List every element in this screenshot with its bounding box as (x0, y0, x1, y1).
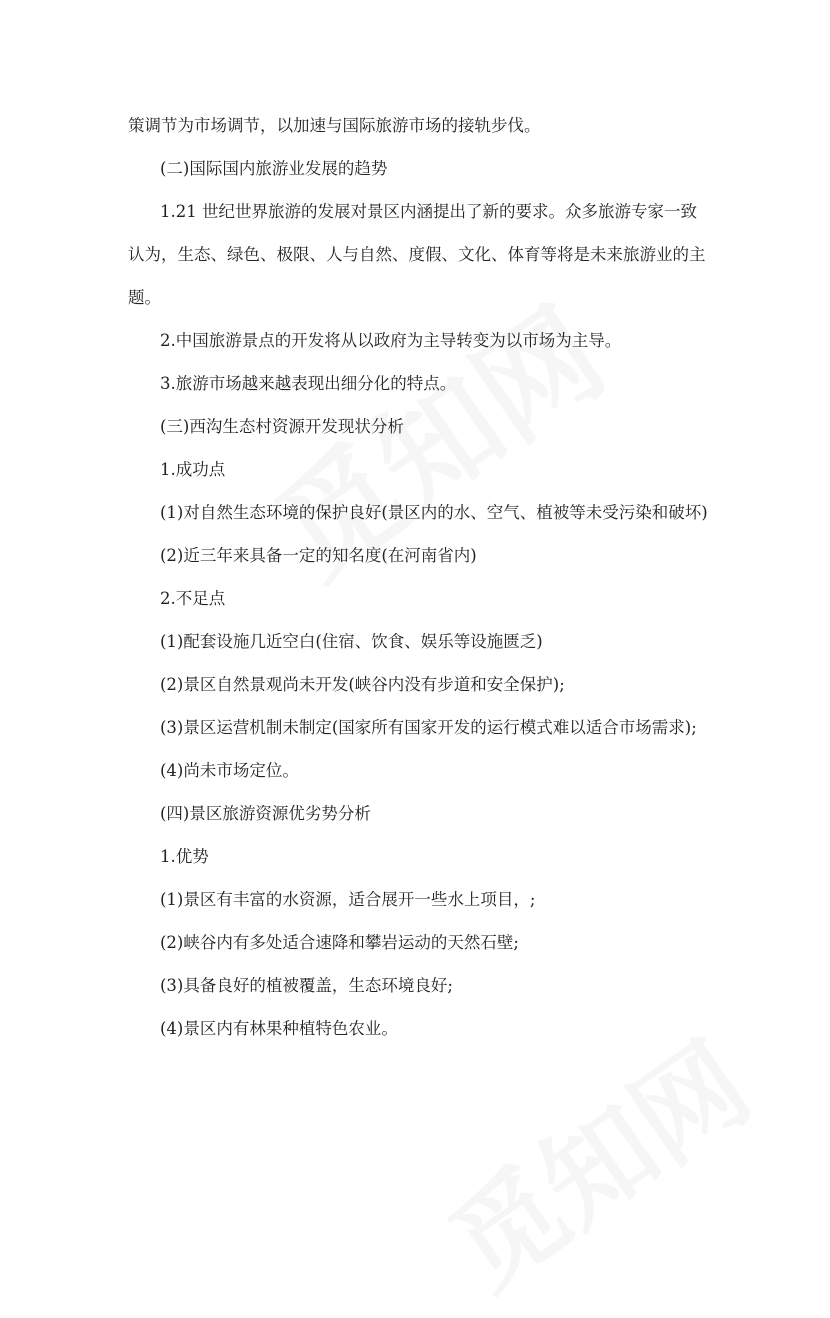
subheading-advantages: 1.优势 (160, 847, 209, 866)
list-item-advantage-2: (2)峡谷内有多处适合速降和攀岩运动的天然石壁; (160, 933, 519, 952)
paragraph-trend-2: 2.中国旅游景点的开发将从以政府为主导转变为以市场为主导。 (160, 331, 622, 350)
list-item-success-1: (1)对自然生态环境的保护良好(景区内的水、空气、植被等未受污染和破坏) (160, 503, 708, 522)
list-item-success-2: (2)近三年来具备一定的知名度(在河南省内) (160, 546, 477, 565)
list-item-shortcoming-2: (2)景区自然景观尚未开发(峡谷内没有步道和安全保护); (160, 675, 565, 694)
section-heading-swot: (四)景区旅游资源优劣势分析 (160, 804, 371, 823)
section-heading-trends: (二)国际国内旅游业发展的趋势 (160, 159, 388, 178)
list-item-shortcoming-1: (1)配套设施几近空白(住宿、饮食、娱乐等设施匮乏) (160, 632, 543, 651)
section-heading-status: (三)西沟生态村资源开发现状分析 (160, 417, 404, 436)
paragraph-trend-1-line-2: 认为，生态、绿色、极限、人与自然、度假、文化、体育等将是未来旅游业的主 (128, 245, 706, 264)
list-item-shortcoming-4: (4)尚未市场定位。 (160, 761, 299, 780)
paragraph-trend-3: 3.旅游市场越来越表现出细分化的特点。 (160, 374, 457, 393)
watermark-logo (415, 1000, 776, 1318)
list-item-advantage-1: (1)景区有丰富的水资源，适合展开一些水上项目，; (160, 890, 536, 909)
paragraph-trend-1-line-1: 1.21 世纪世界旅游的发展对景区内涵提出了新的要求。众多旅游专家一致 (160, 202, 697, 221)
paragraph-trend-1-line-3: 题。 (128, 288, 161, 307)
subheading-shortcomings: 2.不足点 (160, 589, 226, 608)
subheading-success: 1.成功点 (160, 460, 226, 479)
list-item-advantage-4: (4)景区内有林果种植特色农业。 (160, 1019, 398, 1038)
list-item-shortcoming-3: (3)景区运营机制未制定(国家所有国家开发的运行模式难以适合市场需求); (160, 718, 697, 737)
list-item-advantage-3: (3)具备良好的植被覆盖，生态环境良好; (160, 976, 453, 995)
paragraph-continuation: 策调节为市场调节，以加速与国际旅游市场的接轨步伐。 (128, 116, 541, 135)
